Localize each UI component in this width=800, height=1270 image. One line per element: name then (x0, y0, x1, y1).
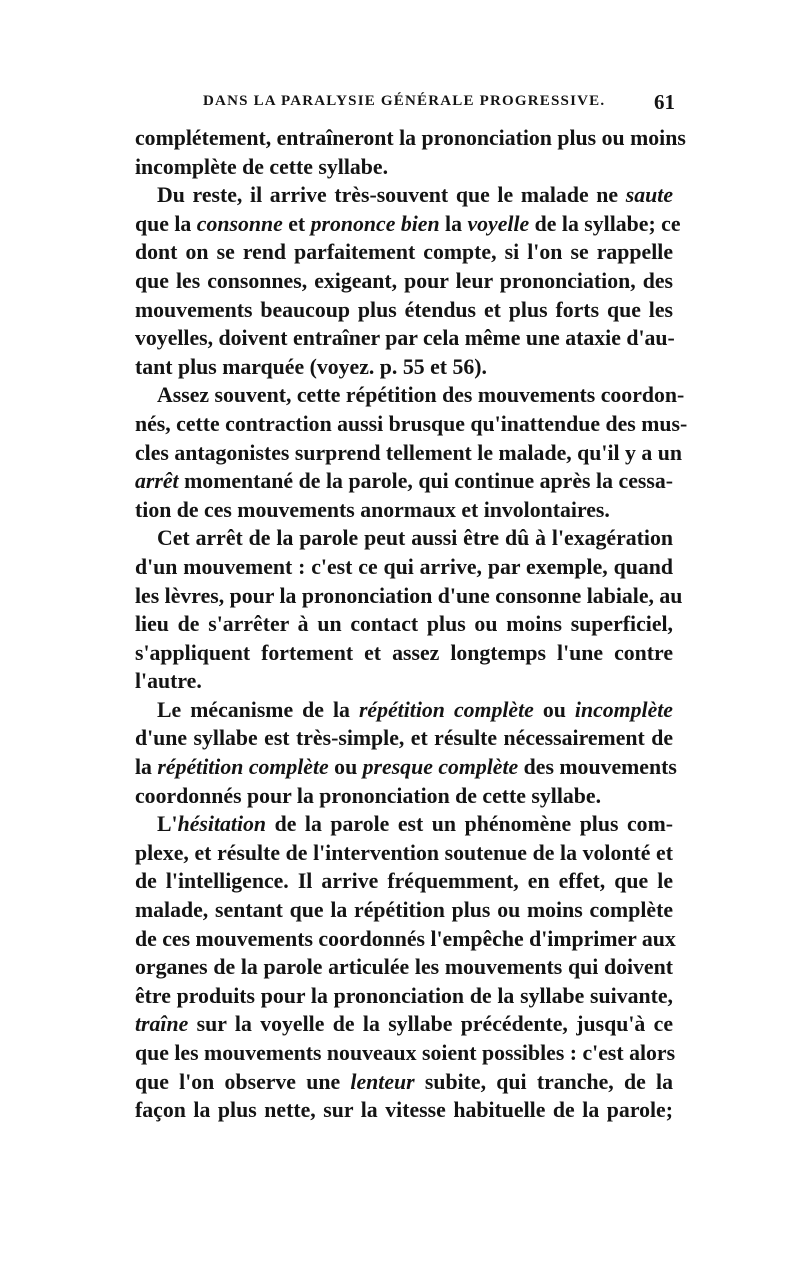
italic-text: traîne (135, 1012, 189, 1037)
text-run: voyelles, doivent entraîner par cela même une ataxie d'au- (135, 326, 675, 351)
text-run: Cet arrêt de la parole peut aussi être dû à l'exagération (157, 526, 673, 551)
italic-text: presque complète (362, 755, 519, 780)
italic-text: saute (625, 183, 673, 208)
text-run: plexe, et résulte de l'intervention soutenue de la volonté et (135, 840, 673, 865)
italic-text: incomplète (574, 697, 673, 722)
text-line (135, 724, 673, 753)
text-run: et (282, 211, 311, 236)
italic-text: consonne (196, 211, 283, 236)
text-run: les lèvres, pour la prononciation d'une consonne labiale, au (135, 583, 683, 608)
text-run: complétement, entraîneront la prononciation plus ou moins (135, 126, 686, 150)
text-line (135, 496, 673, 525)
italic-text: répétition complète (358, 697, 534, 722)
text-run: coordonnés pour la prononciation de cette syllabe. (135, 783, 602, 808)
text-line (135, 210, 681, 239)
text-line (135, 810, 673, 839)
italic-text: prononce bien (310, 211, 440, 236)
text-run: lieu de s'arrêter à un contact plus ou moins superficiel, (135, 612, 673, 637)
text-line (135, 896, 673, 925)
text-line (135, 582, 683, 611)
text-run: mouvements beaucoup plus étendus et plus forts que les (135, 297, 673, 322)
text-run: malade, sentant que la répétition plus ou moins complète (135, 898, 673, 923)
text-run: d'une syllabe est très-simple, et résulte nécessairement de (135, 726, 673, 751)
text-line (135, 267, 673, 296)
text-run: que les mouvements nouveaux soient possibles : c'est alors (135, 1041, 676, 1065)
text-line (135, 238, 673, 267)
text-run: la (439, 211, 468, 236)
text-run: nés, cette contraction aussi brusque qu'inattendue des mus- (135, 411, 688, 436)
text-line (135, 610, 673, 639)
italic-text: arrêt (135, 469, 179, 494)
text-run: tion de ces mouvements anormaux et involontaires. (135, 497, 610, 522)
text-line (135, 696, 673, 725)
text-line (135, 1096, 673, 1125)
text-run: ou (533, 697, 575, 722)
text-run: d'un mouvement : c'est ce qui arrive, par exemple, quand (135, 554, 673, 579)
text-line (135, 867, 673, 896)
text-run: momentané de la parole, qui continue après la cessa- (178, 469, 673, 494)
text-run: être produits pour la prononciation de la syllabe suivante, (135, 983, 673, 1008)
text-line (135, 524, 673, 553)
italic-text: lenteur (350, 1069, 415, 1094)
text-run: Le mécanisme de la (157, 697, 359, 722)
text-run: que les consonnes, exigeant, pour leur prononciation, des (135, 268, 673, 293)
text-line (135, 410, 688, 439)
text-line (135, 667, 673, 696)
text-line (135, 639, 673, 668)
italic-text: voyelle (467, 211, 530, 236)
text-run: Du reste, il arrive très-souvent que le malade ne (157, 183, 626, 208)
text-line (135, 296, 673, 325)
text-line (135, 324, 673, 353)
text-run: dont on se rend parfaitement compte, si l'on se rappelle (135, 240, 673, 265)
text-run: que l'on observe une (135, 1069, 351, 1094)
text-run: l'autre. (135, 669, 202, 694)
text-run: tant plus marquée (voyez. p. 55 et 56). (135, 354, 487, 379)
text-run: de la syllabe; ce (529, 211, 681, 236)
text-line (135, 381, 685, 410)
italic-text: hésitation (177, 812, 267, 837)
text-line (135, 553, 673, 582)
text-line (135, 1068, 673, 1097)
italic-text: répétition complète (157, 755, 329, 780)
text-run: sur la voyelle de la syllabe précédente, jusqu'à ce (188, 1012, 673, 1037)
text-line (135, 1010, 673, 1039)
running-header (135, 90, 675, 119)
text-run: incomplète de cette syllabe. (135, 154, 389, 179)
text-run: subite, qui tranche, de la (414, 1069, 673, 1094)
text-line (135, 153, 673, 182)
text-line (135, 753, 677, 782)
text-line (135, 925, 676, 954)
text-line (135, 124, 686, 153)
text-line (135, 353, 673, 382)
text-line (135, 467, 673, 496)
text-line (135, 181, 673, 210)
text-line (135, 839, 673, 868)
text-run: des mouvements (518, 755, 677, 780)
page-number: 61 (654, 90, 675, 114)
text-run: ou (328, 755, 363, 780)
text-line (135, 782, 673, 811)
text-line (135, 953, 673, 982)
running-title: DANS LA PARALYSIE GÉNÉRALE PROGRESSIVE. (203, 93, 606, 109)
text-run: la (135, 755, 158, 780)
text-run: Assez souvent, cette répétition des mouvements coordon- (157, 383, 685, 408)
text-run: de l'intelligence. Il arrive fréquemment, en effet, que le (135, 869, 673, 894)
text-run: de ces mouvements coordonnés l'empêche d'imprimer aux (135, 926, 676, 951)
text-run: L' (157, 812, 178, 837)
text-run: cles antagonistes surprend tellement le malade, qu'il y a un (135, 440, 682, 465)
text-line (135, 1039, 676, 1068)
text-run: organes de la parole articulée les mouvements qui doivent (135, 955, 673, 980)
text-run: s'appliquent fortement et assez longtemps l'une contre (135, 640, 673, 665)
text-run: de la parole est un phénomène plus com- (266, 812, 673, 837)
text-run: que la (135, 211, 197, 236)
text-line (135, 982, 673, 1011)
text-line (135, 439, 682, 468)
text-run: façon la plus nette, sur la vitesse habituelle de la parole; (135, 1098, 673, 1123)
body-text (135, 124, 688, 1125)
